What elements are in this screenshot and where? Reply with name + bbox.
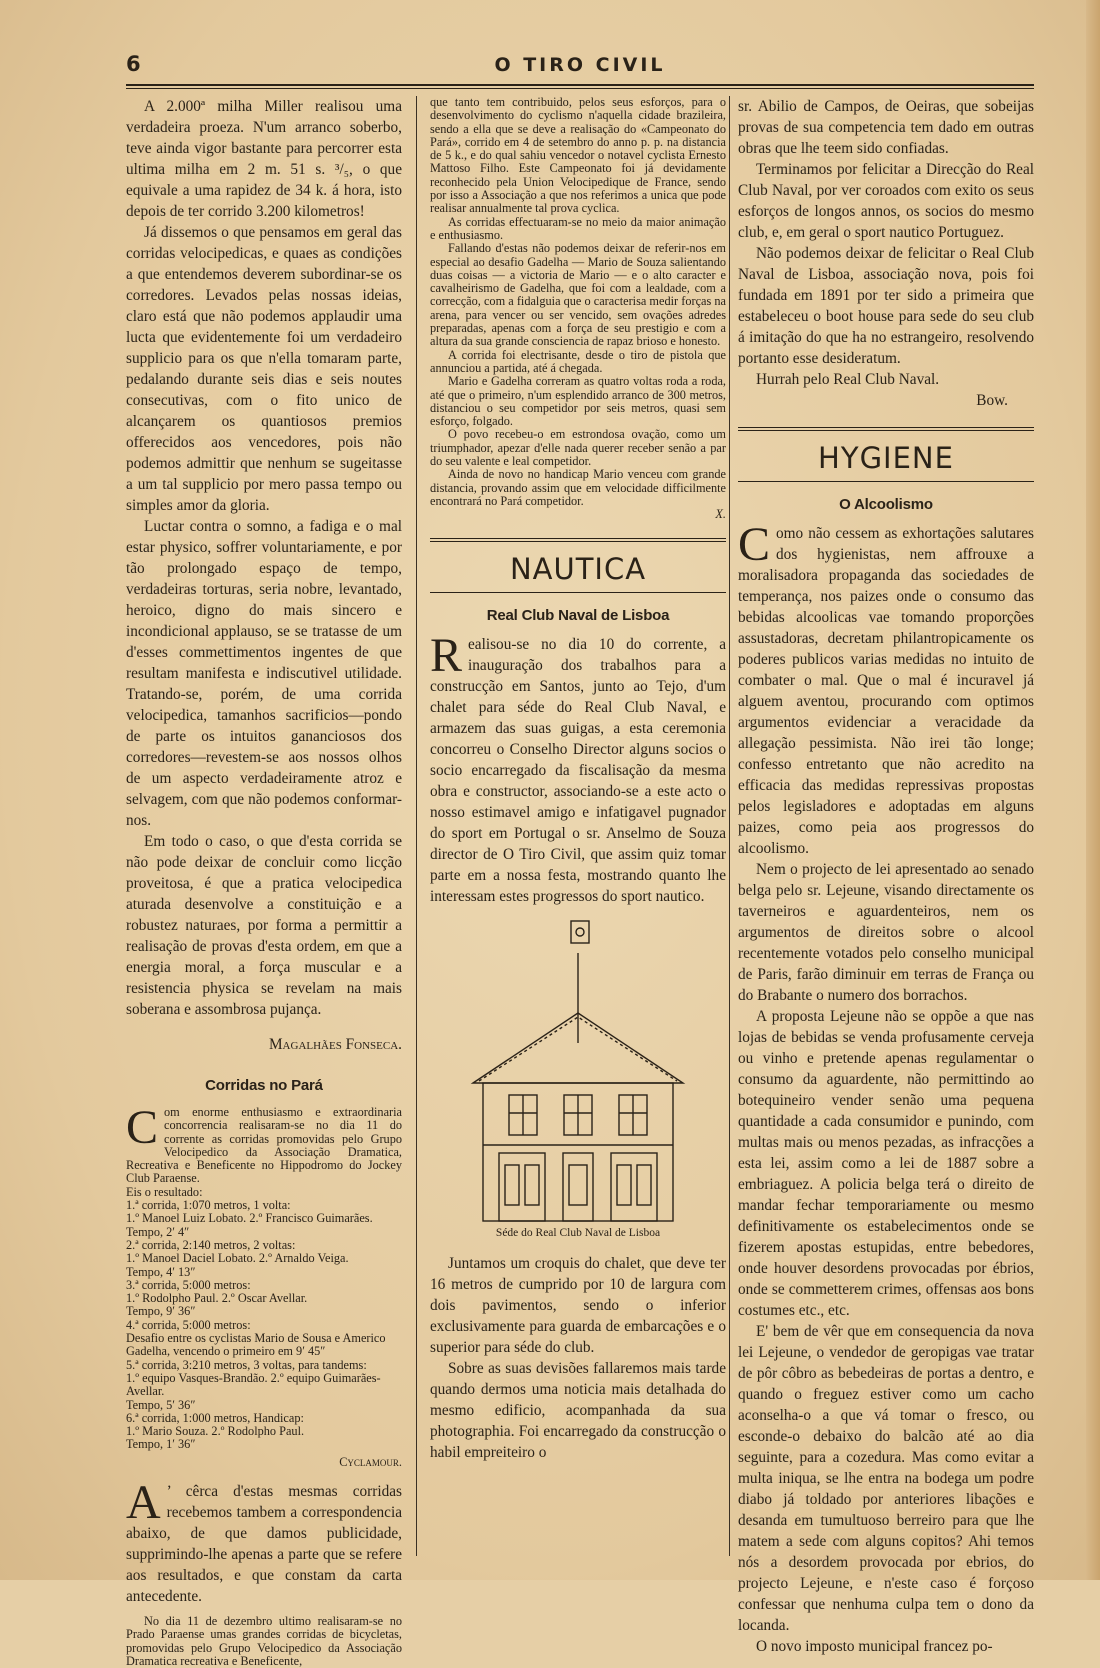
page-number: 6 [126,52,141,76]
page-header [126,52,1034,78]
article-paragraph: Ainda de novo no handicap Mario venceu com grande distancia, provando assim que em velocidade difficilmente encontrará no Pará competidor. [430,467,726,508]
article-paragraph: om enorme enthusiasmo e extraordinaria concorrencia realisaram-se no dia 11 do corrente as corridas promovidas pelo Grupo Velocipedico da Associação Dramatica, Recreativa e Beneficente no Hippodromo do Jockey Club Paraense. [126,1105,402,1186]
chalet-illustration [453,913,703,1223]
article-paragraph: omo não cessem as exhortações salutares dos hygienistas, nem affrouxe a moralisadora propaganda das sociedades de temperança, nos paizes onde o consumo das bebidas alcoolicas vae tomando proporções assustadoras, decretam philantropicamente os poderes publicos varias medidas no intuito de combater o mal. Que o mal é incuravel já alguem aventou, procurando com optimos argumentos evidenciar a veracidade da allegação pessimista. Não irei tão longe; confesso entretanto que não acredito na efficacia das medidas repressivas propostas pelos legisladores e adoptadas em alguns paizes, como peia aos progressos do alcoolismo. [738,525,1034,857]
article-paragraph: No dia 11 de dezembro ultimo realisaram-se no Prado Paraense umas grandes corridas de bicycletas, promovidas pelo Grupo Velocipedico da Associação Dramatica recreativa e Beneficente, [126,1614,402,1668]
article-paragraph: Nem o projecto de lei apresentado ao senado belga pelo sr. Lejeune, visando directamente os taverneiros e aguardenteiros, nem os argumentos de direitos sobre o alcool recentemente votados pelo conselho municipal de Paris, farão diminuir em terras de França ou do Brabante o numero dos borrachos. [738,861,1034,1004]
article-paragraph: A corrida foi electrisante, desde o tiro de pistola que annunciou a partida, até á chegada. [430,347,726,375]
article-paragraph: Hurrah pelo Real Club Naval. [756,371,940,388]
article-paragraph: Já dissemos o que pensamos em geral das corridas velocipedicas, e quaes as condições a que entendemos deverem subordinar-se os corredores. Levados pelas nossas ideias, claro está que não podemos applaudir uma lucta que evidentemente foi um verdadeiro supplicio para os que n'ella tomaram parte, pedalando durante seis dias e seis noutes consecutivas, com o fito unico de alcançarem os quantiosos premios offerecidos aos vencedores, pois não podemos admittir que nenhum se sugeitasse a um tal supplicio por mero passa tempo ou simples amor da gloria. [126,224,402,514]
race-results: Eis o resultado: 1.ª corrida, 1:070 metros, 1 volta: 1.º Manoel Luiz Lobato. 2.º Francisco Guimarães. Tempo, 2′ 4″ 2.ª corrida, 2:140 metros, 2 voltas: 1.º Manoel Daciel Lobato. 2.º Arnaldo Veiga. Tempo, 4′ 13″ 3.ª corrida, 5:000 metros: 1.º Rodolpho Paul. 2.º Oscar Avellar. Tempo, 9′ 36″ 4.ª corrida, 5:000 metros: Desafio entre os cyclistas Mario de Sousa e Americo Gadelha, vencendo o primeiro em 9′ 45″ 5.ª corrida, 3:210 metros, 3 voltas, para tandems: 1.º equipo Vasques-Brandão. 2.º equipo Guimarães-Avellar. Tempo, 5′ 36″ 6.ª corrida, 1:000 metros, Handicap: 1.º Mario Souza. 2.º Rodolpho Paul. Tempo, 1′ 36″ [126,1184,386,1452]
article-paragraph: ealisou-se no dia 10 do corrente, a inauguração dos trabalhos para a construcção em Santos, junto ao Tejo, d'um chalet para séde do Real Club Naval, e armazem das suas guigas, a esta ceremonia concorreu o Conselho Director alguns socios o socio encarregado da fiscalisação da mesma obra e constructor, associando-se a este acto o nosso estimavel amigo e infatigavel pugnador do sport em Portugal o sr. Anselmo de Souza director de O Tiro Civil, que assim quiz tomar parte em a nossa festa, mostrando quanto lhe interessam estes progressos do sport nautico. [430,635,726,905]
section-heading: HYGIENE [818,441,954,475]
section-rule [738,427,1034,435]
article-paragraph: O novo imposto municipal francez po- [756,1638,993,1655]
article-paragraph: As corridas effectuaram-se no meio da maior animação e enthusiasmo. [430,214,726,242]
article-paragraph: ’ cêrca d'estas mesmas corridas recebemos tambem a correspondencia abaixo, de que damos publicidade, supprimindo-lhe apenas a parte que se refere aos resultados, e que constam da carta antecedente. [126,1483,402,1606]
article-paragraph: Fallando d'estas não podemos deixar de referir-nos em especial ao desafio Gadelha — Mario de Souza salientando duas coisas — a victoria de Mario — e o alto caracter e cavalheirismo de Gadelha, que foi com a lealdade, com a correcção, com a fidalguia que o caracterisa medir forças na arena, para vencer ou ser vencido, sem ovações adredes preparadas, apenas com a força de seu prestigio e com a altura da sua grande consciencia de rapaz brioso e honesto. [430,241,726,349]
article-paragraph: Luctar contra o somno, a fadiga e o mal estar physico, soffrer voluntariamente, e por tão prolongado espaço de tempo, verdadeiras torturas, seria nobre, levantado, heroico, digno do mais sincero e incondicional applauso, se se tratasse de um d'esses commettimentos ingentes de que resultam manifesta e indiscutivel utilidade. Tratando-se, porém, de uma corrida velocipedica, tamanhos sacrificios—pondo de parte os intuitos gananciosos dos corredores—revestem-se aos nossos olhos de um aspecto verdadeiramente atroz e selvagem, com que não podemos conformar-nos. [126,518,402,829]
section-rule [738,481,1034,482]
header-rule-thin [126,88,1034,89]
paper-edge [1086,0,1100,1580]
article-title: Real Club Naval de Lisboa [486,606,670,624]
drop-cap: C [738,518,771,571]
drop-cap: A [126,1476,161,1530]
column-divider [729,96,730,1556]
section-rule [430,592,726,593]
article-paragraph: Em todo o caso, o que d'esta corrida se não pode deixar de concluir como licção proveitosa, é que a pratica velocipedica aturada desenvolve a constituição e a robustez naturaes, por forma a permittir a realisação de provas d'esta ordem, em que a energia moral, a força muscular e a resistencia physica se revelam na mais soberana e assombrosa pujança. [126,833,402,1018]
column-1 [126,96,402,1668]
article-paragraph: A proposta Lejeune não se oppõe a que nas lojas de bebidas se venda profusamente cerveja ou vinho e pretende apenas regulamentar o consumo da aguardente, não permittindo ao botequineiro vender senão uma pequena quantidade a cada consumidor e punindo, com multas mais ou menos pezadas, as infracções a esta lei, assim como a lei de 1887 sobre a embriaguez. A policia belga terá o direito de mandar fechar temporariamente ou mesmo definitivamente os estabelecimentos onde se fizerem apostas estupidas, entre bebedores, onde houver desordens provocadas por ébrios, onde se commetterem crimes, offensas aos bons costumes etc., etc. [738,1008,1034,1319]
article-paragraph: Juntamos um croquis do chalet, que deve ter 16 metros de cumprido por 10 de largura com dois pavimentos, sendo o inferior exclusivamente para guarda de embarcações e o superior para séde do club. [430,1254,726,1356]
article-paragraph: A 2.000ª milha Miller realisou uma verdadeira proeza. N'um arranco soberbo, teve ainda vigor bastante para percorrer esta ultima milha em 2 m. 51 s. ³/₅, o que equivale a uma rapidez de 34 k. á hora, isto depois de ter corrido 3.200 kilometros! [126,98,402,220]
article-title: O Alcoolismo [839,496,933,513]
column-2 [430,96,726,1463]
journal-title: O TIRO CIVIL [494,54,666,76]
article-paragraph: E' bem de vêr que em consequencia da nova lei Lejeune, o vendedor de geropigas vae tratar de pôr côbro as bebedeiras de portas a dentro, e quando o freguez estiver como um cacho aconselha-o a que vá tomar o fresco, ou esconde-o debaixo do balcão até ao dia seguinte, para a cozedura. Mas como evitar a multa iniqua, se lhe entra na bodega um podre diabo já toldado por anteriores libações e desanda em tumultuoso berreiro para que lhe matem a sede com alguns copitos? Ahi temos nós a desordem provocada por ebrios, do projecto Lejeune, e n'este caso é forçoso confessar que nenhuma culpa tem o dono da locanda. [738,1323,1034,1634]
section-heading: NAUTICA [509,551,647,586]
author-signature: Cyclamour. [339,1454,402,1469]
article-paragraph: sr. Abilio de Campos, de Oeiras, que sobeijas provas de sua competencia tem dado em outras obras que lhe teem sido confiadas. [738,98,1034,157]
article-paragraph: Mario e Gadelha correram as quatro voltas roda a roda, até que o primeiro, n'um esplendido arranco de 300 metros, distanciou o seu competidor por seis metros, quasi sem esforço, folgado. [430,374,726,429]
article-paragraph: Sobre as suas devisões fallaremos mais tarde quando dermos uma noticia mais detalhada do mesmo edificio, acompanhada da sua photographia. Foi encarregado da construcção o habil empreiteiro o [430,1359,726,1461]
article-title: Corridas no Pará [205,1077,323,1094]
drop-cap: R [430,628,463,682]
illustration-caption: Séde do Real Club Naval de Lisboa [495,1226,661,1239]
column-divider [416,96,417,1556]
header-rule [126,84,1034,86]
article-paragraph: Terminamos por felicitar a Direcção do Real Club Naval, por ver coroados com exito os seus esforços de longos annos, os socios do mesmo club, e, em geral o sport nautico Portuguez. [738,161,1034,241]
author-signature: X. [715,507,726,522]
author-signature: Magalhães Fonseca. [268,1036,402,1053]
article-paragraph: Não podemos deixar de felicitar o Real Club Naval de Lisboa, associação nova, pois foi fundada em 1891 por ter sido a primeira que estabeleceu o boot house para sede do seu club á imitação do que ha no estrangeiro, resolvendo portanto esse desideratum. [738,245,1034,367]
article-paragraph: O povo recebeu-o em estrondosa ovação, como um triumphador, apezar d'elle nada querer receber senão a par do seu valente e leal competidor. [430,427,726,469]
column-3 [738,96,1034,1657]
section-rule [430,538,726,546]
author-signature: Bow. [976,392,1008,409]
article-paragraph: que tanto tem contribuido, pelos seus esforços, para o desenvolvimento do cyclismo n'aquella cidade brazileira, sendo a ella que se deve a realisação do «Campeonato do Pará», corrido em 4 de setembro do anno p. p. na distancia de 5 k., e do qual sahiu vencedor o notavel cyclista Ernesto Mattoso Filho. Este Campeonato foi já devidamente reconhecido pela Union Velocipedique de France, sendo por isso a Associação a que nos referimos a unica que pode realisar annualmente tal prova cyclica. [430,95,726,216]
drop-cap: C [126,1101,159,1154]
